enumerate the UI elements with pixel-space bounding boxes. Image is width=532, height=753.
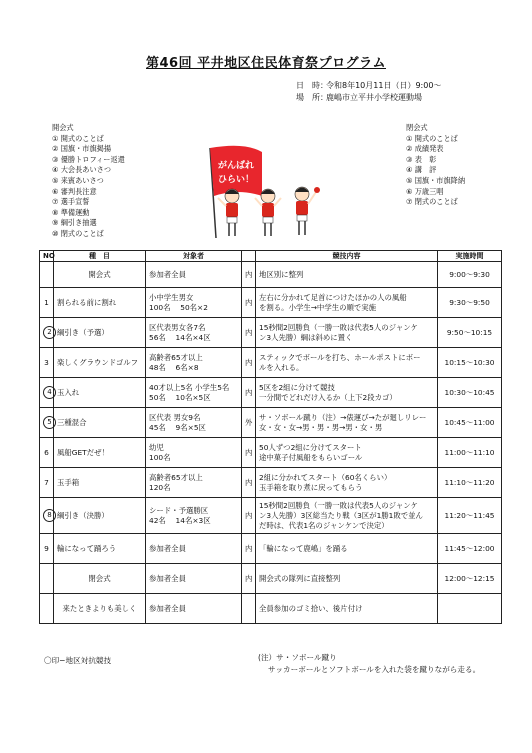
closing-ceremony-program	[406, 123, 465, 208]
target-line: 参加者全員	[149, 269, 186, 279]
target-line: 高齢者65才以上	[149, 472, 203, 482]
row-location: 外	[242, 408, 256, 438]
table-row	[40, 262, 502, 288]
opening-item: ④ 大会長あいさつ	[52, 165, 112, 175]
row-event: 閉会式	[54, 564, 146, 594]
closing-item: ③ 表 彰	[406, 154, 437, 164]
date-line	[296, 80, 441, 92]
target-line: 100名 50名×2	[149, 302, 208, 312]
target-line: シード・予選勝区	[149, 505, 209, 515]
row-target	[146, 468, 242, 498]
cheering-kids-illustration	[190, 140, 340, 240]
row-number: 3	[44, 358, 49, 367]
kid-2	[255, 189, 281, 236]
place-value: 鹿嶋市立平井小学校運動場	[326, 93, 422, 102]
target-line: 参加者全員	[149, 603, 186, 613]
row-target	[146, 408, 242, 438]
content-line: ン3人先勝）綱は斜めに置く	[259, 332, 353, 342]
row-number: 1	[44, 298, 49, 307]
table-row	[40, 498, 502, 534]
opening-item: ⑥ 審判長注意	[52, 186, 97, 196]
table-row	[40, 564, 502, 594]
row-no	[40, 348, 54, 378]
header-content: 競技内容	[256, 251, 438, 262]
row-time: 9:30〜9:50	[438, 288, 502, 318]
table-row	[40, 348, 502, 378]
row-no	[40, 468, 54, 498]
header-location	[242, 251, 256, 262]
table-row	[40, 318, 502, 348]
table-row	[40, 378, 502, 408]
row-location: 内	[242, 348, 256, 378]
row-content	[256, 348, 438, 378]
table-row	[40, 408, 502, 438]
target-line: 56名 14名×4区	[149, 332, 211, 342]
row-event: 玉入れ	[54, 378, 146, 408]
row-number: 6	[44, 448, 49, 457]
circled-number: 2	[43, 326, 56, 339]
content-line: 全員参加のゴミ拾い、後片付け	[259, 603, 363, 613]
kid-1	[218, 189, 239, 236]
closing-heading: 閉会式	[406, 123, 428, 132]
row-no	[40, 262, 54, 288]
opening-item: ⑤ 来賓あいさつ	[52, 175, 104, 185]
opening-item: ⑨ 綱引き抽選	[52, 218, 97, 228]
row-time	[438, 594, 502, 624]
row-no	[40, 534, 54, 564]
row-time: 11:20〜11:45	[438, 498, 502, 534]
content-line: 途中菓子付風船をもらいゴール	[259, 452, 363, 462]
target-line: 50名 10名×5区	[149, 392, 211, 402]
circled-number: 8	[43, 509, 56, 522]
flag-text-2: ひらい！	[217, 175, 255, 185]
row-event: 綱引き（予選）	[54, 318, 146, 348]
content-line: 「輪になって鹿嶋」を踊る	[259, 543, 348, 553]
row-no	[40, 318, 54, 348]
closing-item: ⑤ 国旗・市旗降納	[406, 175, 466, 185]
row-location: 内	[242, 438, 256, 468]
row-target	[146, 498, 242, 534]
row-content	[256, 468, 438, 498]
closing-item: ① 開式のことば	[406, 133, 458, 143]
flag-text-1: がんばれ	[217, 161, 255, 171]
table-header-row	[40, 251, 502, 262]
row-location: 内	[242, 564, 256, 594]
opening-heading: 開会式	[52, 123, 74, 132]
row-content	[256, 318, 438, 348]
content-line: 50人ずつ2組に分けてスタート	[259, 442, 362, 452]
footnote-title: (注）サ・ソボール蹴り	[258, 653, 337, 662]
content-line: ン3人先勝）3区総当たり戦（3区が1勝1敗で並ん	[259, 510, 423, 520]
header-time: 実施時間	[438, 251, 502, 262]
row-no	[40, 408, 54, 438]
row-number: 7	[44, 478, 49, 487]
opening-item: ① 開式のことば	[52, 133, 104, 143]
circled-number: 5	[43, 416, 56, 429]
opening-item: ⑦ 選手宣誓	[52, 197, 90, 207]
target-line: 高齢者65才以上	[149, 352, 203, 362]
footnote	[258, 652, 480, 676]
row-content	[256, 498, 438, 534]
row-no	[40, 564, 54, 594]
target-line: 区代表 男女9名	[149, 412, 201, 422]
content-line: 一分間でどれだけ入るか（上下2段カゴ）	[259, 392, 397, 402]
row-no	[40, 594, 54, 624]
row-target	[146, 262, 242, 288]
row-time: 11:45〜12:00	[438, 534, 502, 564]
content-line: だ時は、代表1名のジャンケンで決定）	[259, 520, 389, 530]
row-time: 12:00〜12:15	[438, 564, 502, 594]
place-line	[296, 92, 441, 104]
row-event: 綱引き（決勝）	[54, 498, 146, 534]
target-line: 小中学生男女	[149, 292, 194, 302]
row-content	[256, 408, 438, 438]
row-target	[146, 534, 242, 564]
opening-ceremony-program	[52, 123, 125, 240]
row-content	[256, 534, 438, 564]
header-no: NO	[40, 251, 54, 262]
content-line: 左右に分かれて足首につけたほかの人の風船	[259, 292, 407, 302]
content-line: ルを入れる。	[259, 362, 304, 372]
table-row	[40, 534, 502, 564]
row-target	[146, 438, 242, 468]
row-location: 内	[242, 378, 256, 408]
row-location: 内	[242, 498, 256, 534]
target-line: 100名	[149, 452, 171, 462]
date-value: 令和8年10月11日（日）9:00〜	[326, 81, 442, 90]
row-no	[40, 288, 54, 318]
header-event: 種 目	[54, 251, 146, 262]
circled-number: 4	[43, 386, 56, 399]
row-content	[256, 262, 438, 288]
row-event: 割られる前に割れ	[54, 288, 146, 318]
row-location: 内	[242, 288, 256, 318]
kid-3	[295, 187, 320, 235]
content-line: 15秒間2回勝負（一勝一敗は代表5人のジャンケ	[259, 500, 418, 510]
row-time: 11:00〜11:10	[438, 438, 502, 468]
content-line: 女・女・女→男・男・男→男・女・男	[259, 422, 383, 432]
row-time: 10:45〜11:00	[438, 408, 502, 438]
row-content	[256, 288, 438, 318]
row-event: 楽しくグラウンドゴルフ	[54, 348, 146, 378]
closing-item: ② 成績発表	[406, 144, 444, 154]
page-title: 第46回 平井地区住民体育祭プログラム	[146, 56, 386, 71]
closing-item: ⑥ 万歳三唱	[406, 186, 444, 196]
opening-item: ② 国旗・市旗掲揚	[52, 144, 112, 154]
content-line: 2組に分かれてスタート（60名くらい）	[259, 472, 392, 482]
content-line: 開会式の隊列に直接整列	[259, 573, 341, 583]
target-line: 参加者全員	[149, 543, 186, 553]
row-event: 三種混合	[54, 408, 146, 438]
closing-item: ④ 講 評	[406, 165, 437, 175]
row-time: 9:00〜9:30	[438, 262, 502, 288]
table-body	[40, 262, 502, 624]
row-no	[40, 378, 54, 408]
row-event: 来たときよりも美しく	[54, 594, 146, 624]
row-time: 9:50〜10:15	[438, 318, 502, 348]
table-row	[40, 468, 502, 498]
table-row	[40, 438, 502, 468]
date-label: 日 時：	[296, 81, 328, 90]
target-line: 幼児	[149, 442, 164, 452]
content-line: 5区を2組に分けて競技	[259, 382, 335, 392]
target-line: 42名 14名×3区	[149, 515, 211, 525]
target-line: 120名	[149, 482, 171, 492]
opening-item: ⑩ 閉式のことば	[52, 228, 104, 238]
row-target	[146, 564, 242, 594]
row-location: 内	[242, 262, 256, 288]
row-event: 開会式	[54, 262, 146, 288]
target-line: 区代表男女各7名	[149, 322, 206, 332]
row-no	[40, 438, 54, 468]
target-line: 45名 9名×5区	[149, 422, 206, 432]
row-target	[146, 378, 242, 408]
opening-item: ③ 優勝トロフィー返還	[52, 154, 125, 164]
row-content	[256, 564, 438, 594]
row-time: 10:15〜10:30	[438, 348, 502, 378]
row-content	[256, 594, 438, 624]
footnote-text: サッカーボールとソフトボールを入れた袋を蹴りながら走る。	[268, 665, 481, 674]
content-line: スティックでボールを打ち、ホールポストにボー	[259, 352, 421, 362]
row-location: 内	[242, 534, 256, 564]
row-location	[242, 594, 256, 624]
event-info	[296, 80, 441, 104]
target-line: 40才以上5名 小学生5名	[149, 382, 230, 392]
row-no	[40, 498, 54, 534]
closing-item: ⑦ 閉式のことば	[406, 197, 458, 207]
header-target: 対象者	[146, 251, 242, 262]
table-row	[40, 288, 502, 318]
content-line: 15秒間2回勝負（一勝一敗は代表5人のジャンケ	[259, 322, 418, 332]
row-event: 輪になって踊ろう	[54, 534, 146, 564]
target-line: 48名 6名×8	[149, 362, 199, 372]
row-location: 内	[242, 468, 256, 498]
legend: 〇印−地区対抗競技	[44, 656, 112, 665]
row-number: 9	[44, 544, 49, 553]
row-target	[146, 594, 242, 624]
row-target	[146, 348, 242, 378]
program-table	[39, 250, 502, 624]
opening-item: ⑧ 準備運動	[52, 207, 90, 217]
place-label: 場 所：	[296, 93, 328, 102]
row-content	[256, 378, 438, 408]
row-target	[146, 318, 242, 348]
target-line: 参加者全員	[149, 573, 186, 583]
row-location: 内	[242, 318, 256, 348]
content-line: 玉手箱を取り煮に戻ってもらう	[259, 482, 363, 492]
content-line: を割る。小学生→中学生の順で実施	[259, 302, 377, 312]
row-content	[256, 438, 438, 468]
row-event: 風船GETだぜ！	[54, 438, 146, 468]
content-line: サ・ソボール蹴り（注）→俵運び→たが廻しリレー	[259, 412, 427, 422]
table-row	[40, 594, 502, 624]
row-target	[146, 288, 242, 318]
row-event: 玉手箱	[54, 468, 146, 498]
row-time: 10:30〜10:45	[438, 378, 502, 408]
row-time: 11:10〜11:20	[438, 468, 502, 498]
content-line: 地区別に整列	[259, 269, 304, 279]
